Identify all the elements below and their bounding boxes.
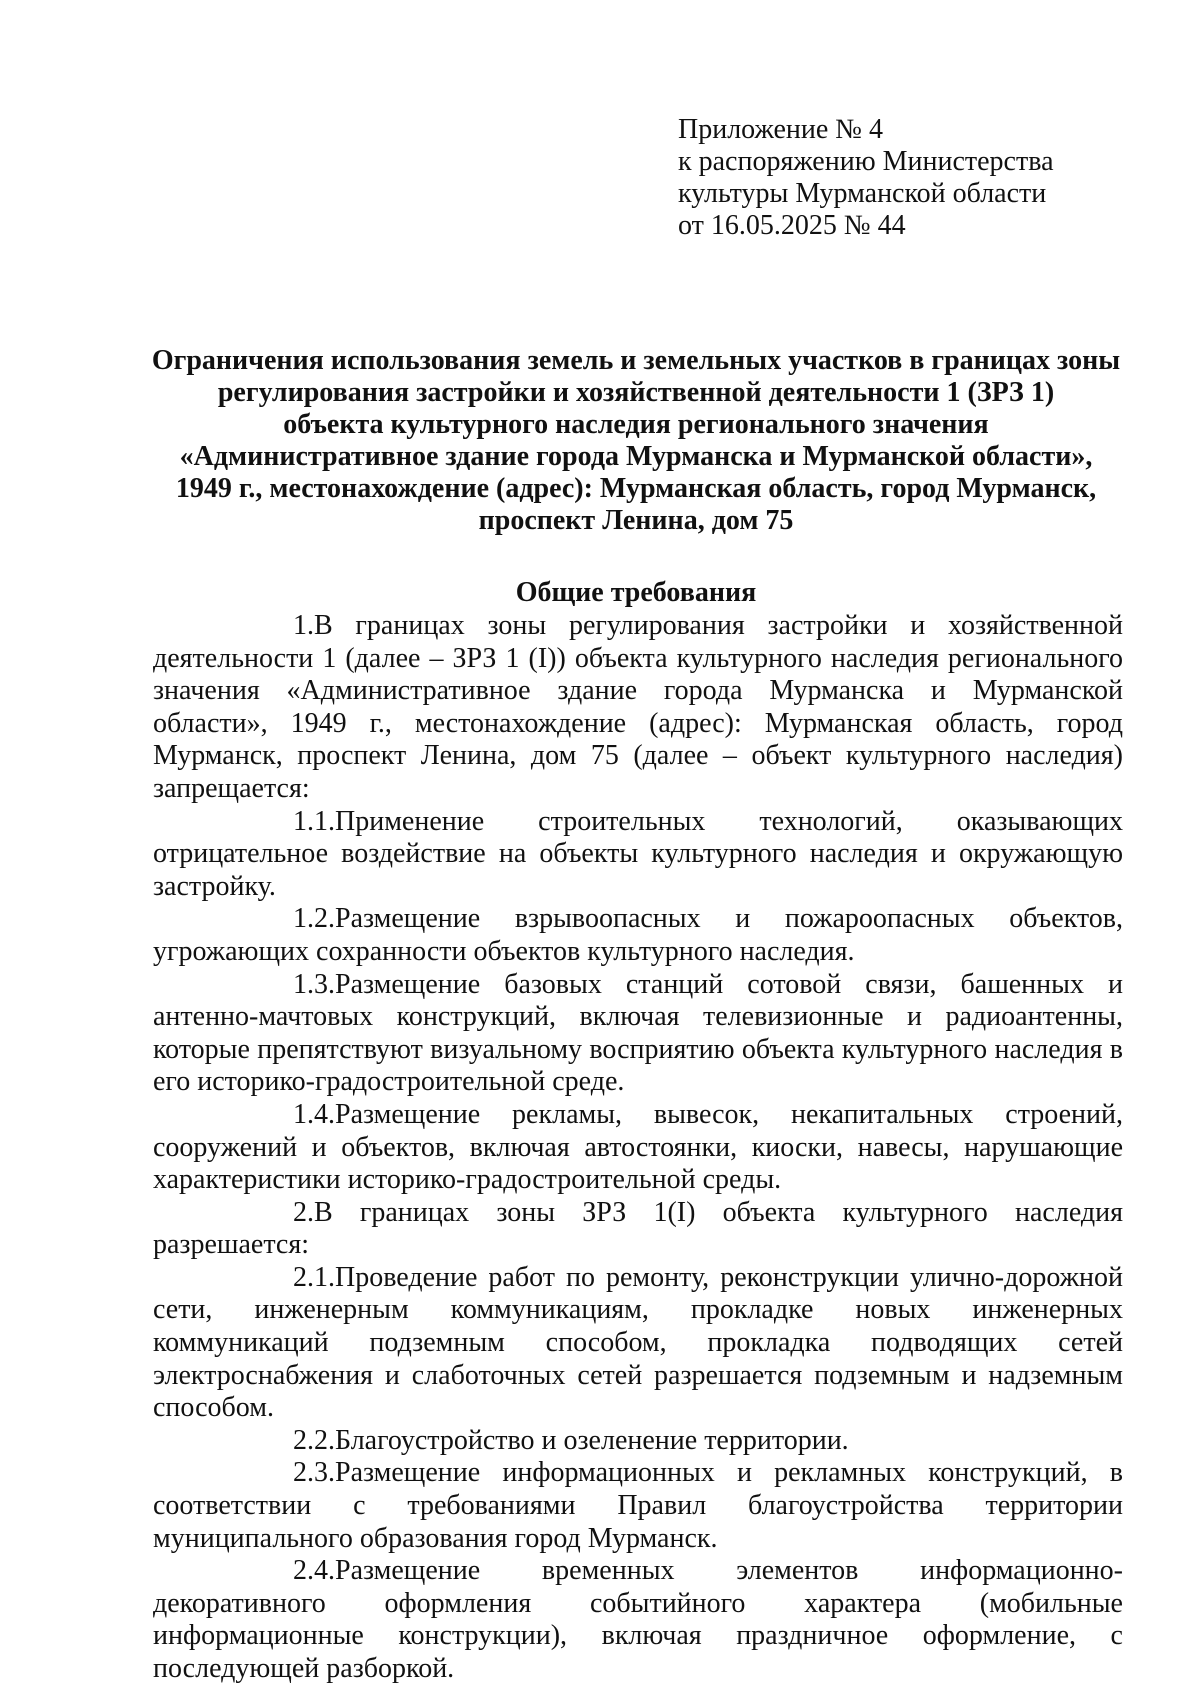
paragraph-1-1: [153, 806, 1123, 904]
title-line-6: проспект Ленина, дом 75: [478, 505, 794, 536]
paragraph-text: Размещение взрывоопасных и пожароопасных объектов, угрожающих сохранности объектов культурного наследия.: [153, 903, 1123, 967]
paragraph-2-2: [153, 1425, 1123, 1458]
paragraph-2-4: [153, 1555, 1123, 1685]
section-heading: Общие требования: [515, 577, 757, 608]
paragraph-text: В границах зоны регулирования застройки и хозяйственной деятельности 1 (далее – ЗРЗ 1 (I)) объекта культурного наследия регионального значения «Административное здание города Мурманска и Мурманской области», 1949 г., местонахождение (адрес): Мурманская область, город Мурманск, проспект Ленина, дом 75 (далее – объект культурного наследия) запрещается:: [153, 610, 1123, 804]
annex-header: [678, 114, 1158, 242]
paragraph-text: Размещение базовых станций сотовой связи, башенных и антенно-мачтовых конструкций, включая телевизионные и радиоантенны, которые препятствуют визуальному восприятию объекта культурного наследия в его историко-градостроительной среде.: [153, 968, 1123, 1098]
paragraph-number: 1.3.: [293, 968, 335, 1000]
paragraph-number: 2.3.: [293, 1457, 335, 1489]
paragraph-number: 1.2.: [293, 903, 335, 935]
paragraph-text: Размещение информационных и рекламных конструкций, в соответствии с требованиями Правил благоустройства территории муниципального образования город Мурманск.: [153, 1457, 1123, 1554]
title-line-4: «Административное здание города Мурманска и Мурманской области»,: [179, 441, 1093, 472]
title-line-5: 1949 г., местонахождение (адрес): Мурманская область, город Мурманск,: [175, 473, 1097, 504]
requirements-body: [153, 610, 1123, 1686]
paragraph-text: Благоустройство и озеленение территории.: [335, 1424, 849, 1456]
paragraph-text: Проведение работ по ремонту, реконструкции улично-дорожной сети, инженерным коммуникациям, прокладке новых инженерных коммуникаций подземным способом, прокладка подводящих сетей электроснабжения и слаботочных сетей разрешается подземным и надземным способом.: [153, 1261, 1123, 1424]
paragraph-number: 1.1.: [293, 805, 335, 837]
paragraph-2: [153, 1197, 1123, 1262]
annex-line-4: от 16.05.2025 № 44: [678, 210, 906, 241]
paragraph-text: Применение строительных технологий, оказывающих отрицательное воздействие на объекты культурного наследия и окружающую застройку.: [153, 805, 1123, 902]
paragraph-2-1: [153, 1262, 1123, 1425]
paragraph-text: Размещение временных элементов информационно-декоративного оформления событийного характера (мобильные информационные конструкции), включая праздничное оформление, с последующей разборкой.: [153, 1555, 1123, 1684]
paragraph-1-4: [153, 1099, 1123, 1197]
title-line-3: объекта культурного наследия регионального значения: [283, 409, 989, 440]
paragraph-text: Размещение рекламы, вывесок, некапитальных строений, сооружений и объектов, включая автостоянки, киоски, навесы, нарушающие характеристики историко-градостроительной среды.: [153, 1098, 1123, 1196]
paragraph-1: [153, 610, 1123, 806]
paragraph-number: 2.4.: [293, 1555, 335, 1587]
document-title: [148, 345, 1124, 537]
title-line-1: Ограничения использования земель и земельных участков в границах зоны: [151, 345, 1121, 376]
paragraph-number: 2.2.: [293, 1424, 335, 1456]
annex-line-1: Приложение № 4: [678, 114, 883, 145]
annex-line-3: культуры Мурманской области: [678, 178, 1047, 209]
paragraph-number: 1.: [293, 610, 314, 641]
paragraph-2-3: [153, 1457, 1123, 1555]
paragraph-number: 2.1.: [293, 1261, 335, 1293]
title-line-2: регулирования застройки и хозяйственной деятельности 1 (ЗРЗ 1): [217, 377, 1055, 408]
paragraph-number: 1.4.: [293, 1098, 335, 1130]
paragraph-1-2: [153, 903, 1123, 968]
paragraph-1-3: [153, 969, 1123, 1099]
paragraph-number: 2.: [293, 1196, 314, 1228]
paragraph-text: В границах зоны ЗРЗ 1(I) объекта культурного наследия разрешается:: [153, 1196, 1123, 1261]
annex-line-2: к распоряжению Министерства: [678, 146, 1054, 177]
